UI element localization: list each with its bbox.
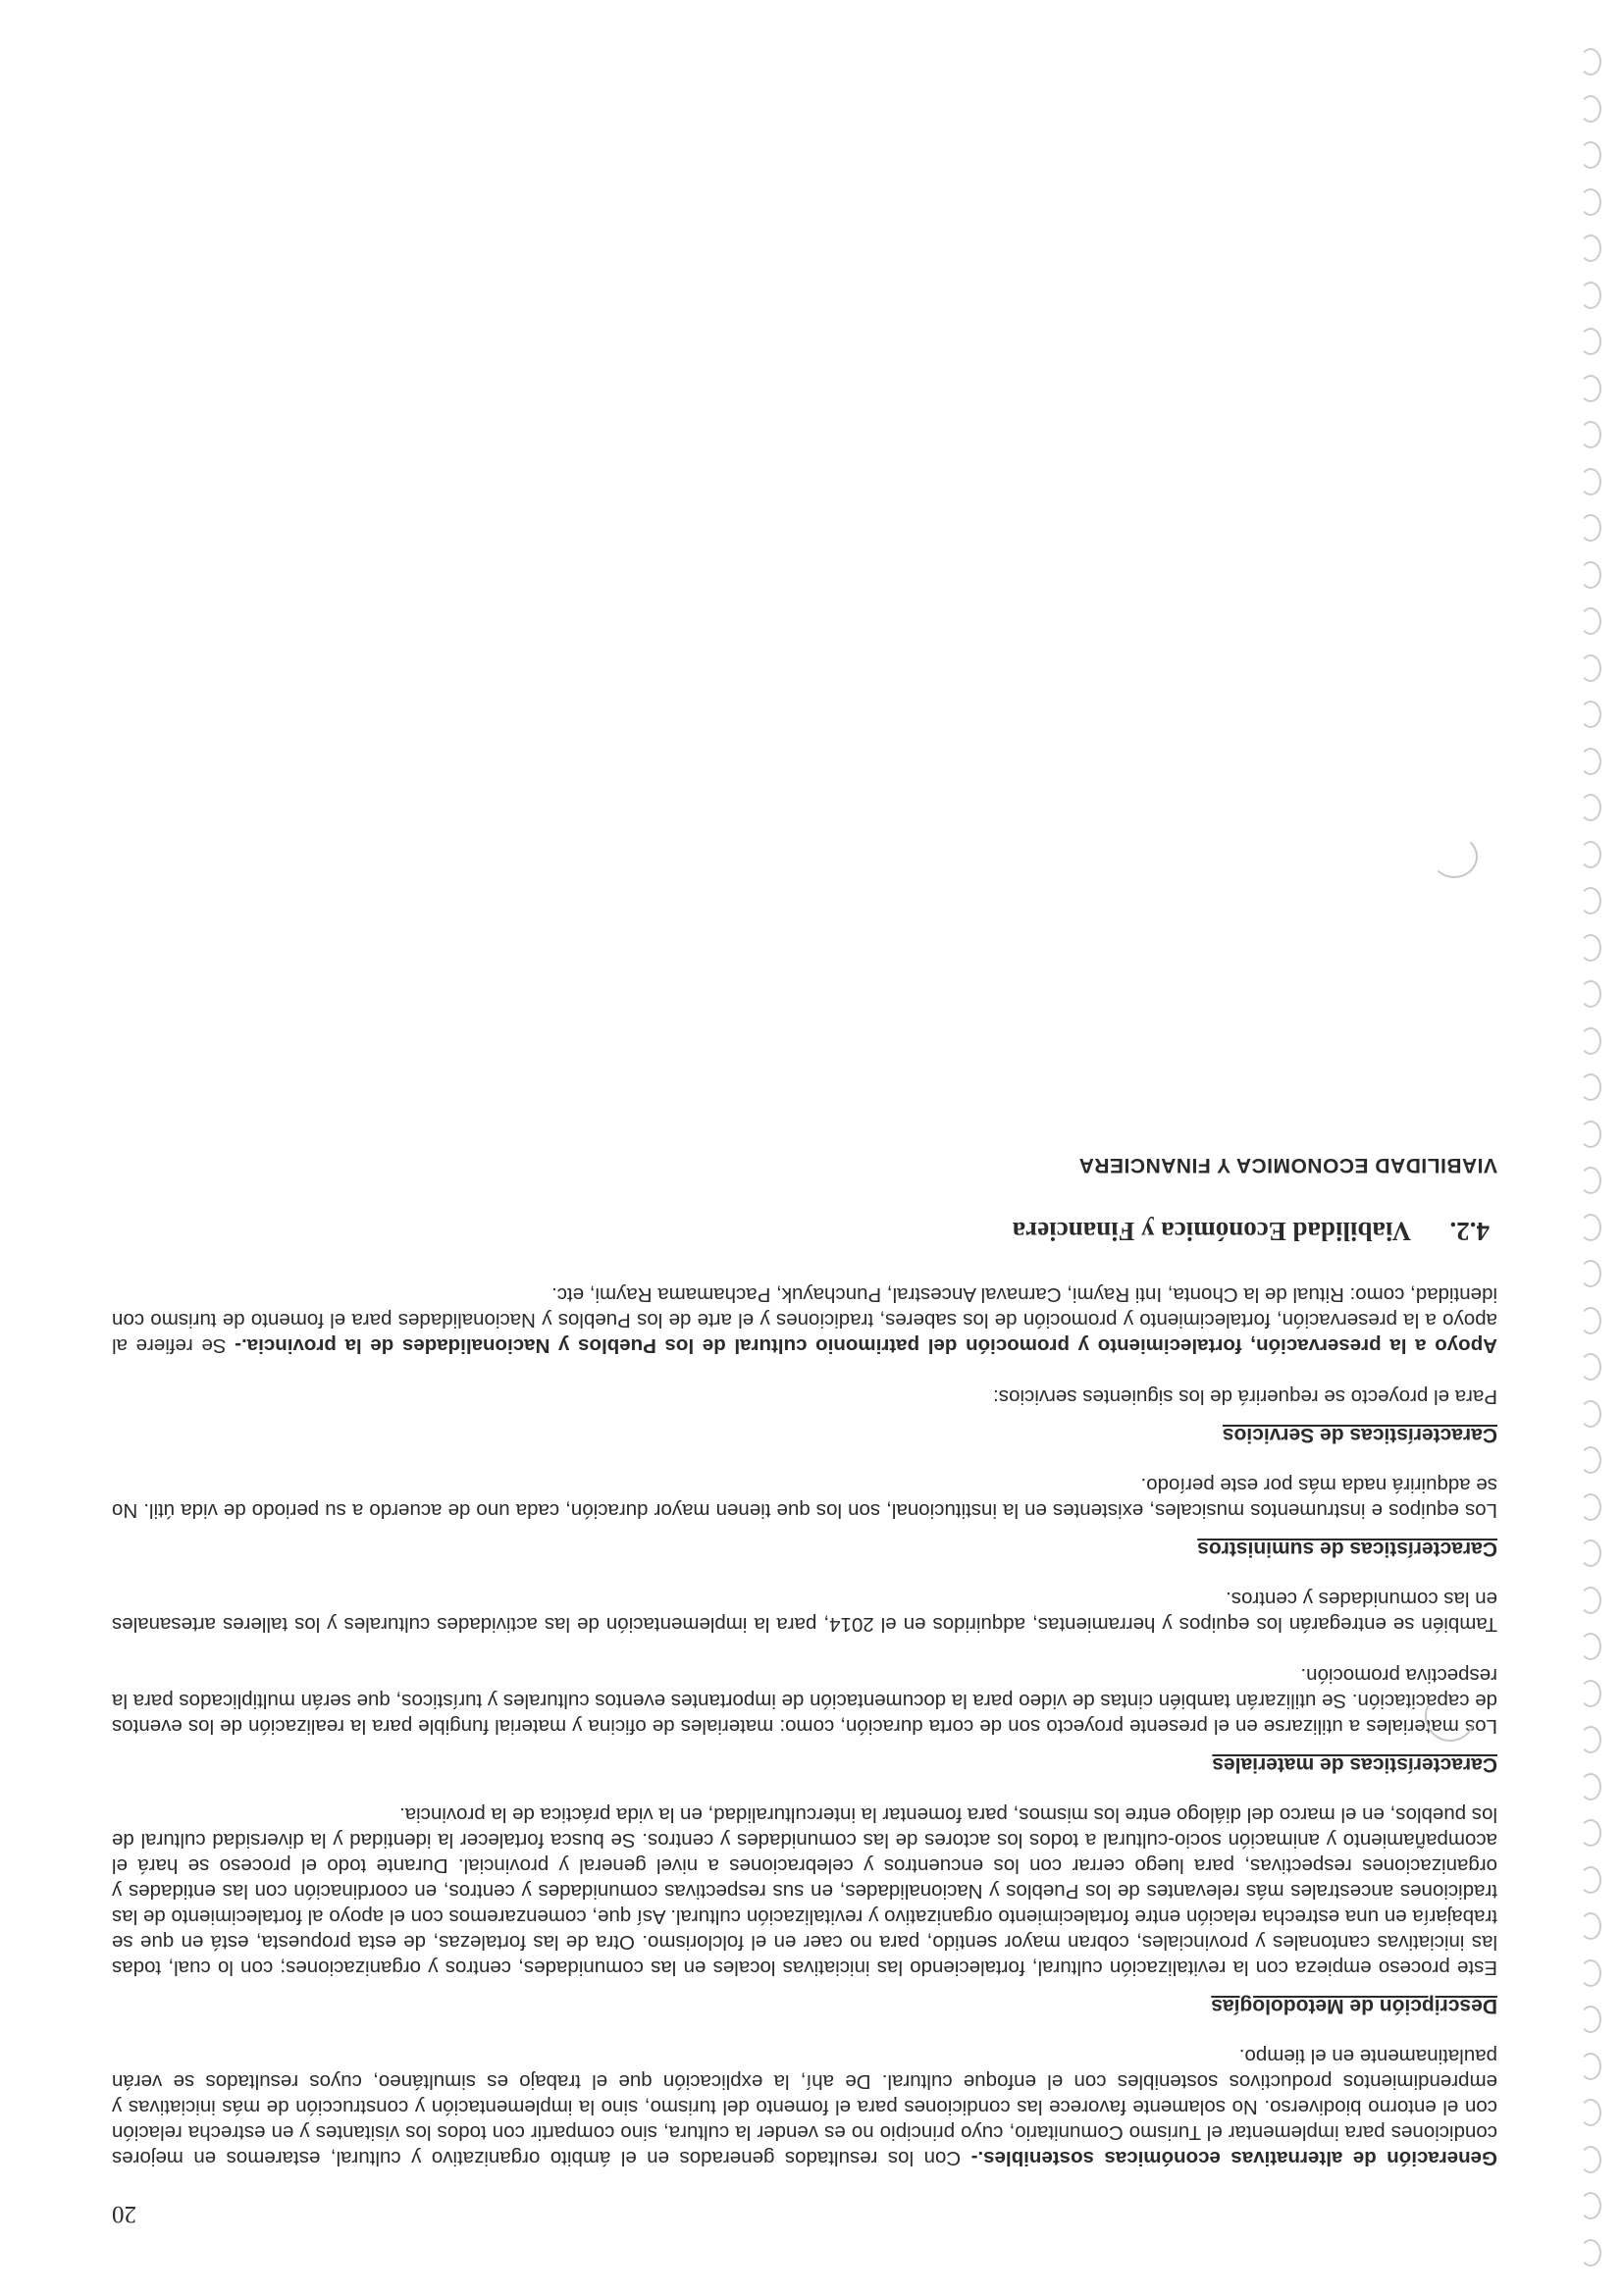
- binding-hole: [1580, 561, 1601, 589]
- binding-hole: [1580, 1400, 1601, 1428]
- binding-hole: [1580, 1447, 1601, 1475]
- paragraph-metodologias: Este proceso empieza con la revitalización cultural, fortaleciendo las iniciativas locales en las comunidades, centros y organizaciones; con lo cual, todas las iniciativas cantonales y provinciales, cobran mayor sentido, para no caer en el folclorismo. Otra de las fortalezas, de esta propuesta, está en que se trabajaría en una estrecha relación entre fortalecimiento organizativo y revitalización cultural. Así que, comenzaremos con el apoyo al fortalecimiento de las tradiciones ancestrales más relevantes de los Pueblos y Nacionalidades, en sus respectivas comunidades y centros, en coordinación con las entidades y organizaciones respectivas, para luego cerrar con los encuentros y celebraciones a nivel general y provincial. Durante todo el proceso se hará el acompañamiento y animación socio-cultural a todos los actores de las comunidades y centros. Se busca fortalecer la identidad y la diversidad cultural de los pueblos, en el marco del diálogo entre los mismos, para fomentar la interculturalidad, en la vida práctica de la provincia.: [112, 1803, 1497, 1979]
- heading-servicios: Características de Servicios: [1222, 1424, 1497, 1446]
- binding-hole: [1580, 1913, 1601, 1941]
- binding-hole: [1580, 282, 1601, 309]
- heading-suministros: Características de suministros: [1197, 1538, 1497, 1560]
- binding-hole: [1580, 235, 1601, 263]
- heading-metodologias: Descripción de Metodologías: [1211, 1995, 1497, 2017]
- binding-hole: [1580, 142, 1601, 170]
- binding-hole: [1580, 1261, 1601, 1288]
- binding-hole: [1580, 2239, 1601, 2267]
- binding-hole: [1580, 188, 1601, 216]
- binding-hole: [1580, 1587, 1601, 1614]
- binding-hole: [1580, 1168, 1601, 1195]
- paragraph-lead: Generación de alternativas económicas sostenibles.-: [970, 2147, 1497, 2169]
- binding-hole: [1580, 1727, 1601, 1754]
- binding-hole: [1580, 1540, 1601, 1568]
- binding-hole: [1580, 515, 1601, 543]
- binding-hole: [1580, 375, 1601, 402]
- binding-hole: [1580, 95, 1601, 123]
- binding-hole: [1580, 2007, 1601, 2034]
- binding-hole: [1580, 2146, 1601, 2173]
- paragraph-servicios: Para el proyecto se requerirá de los siguientes servicios:: [993, 1385, 1497, 1408]
- paragraph-suministros: Los equipos e instrumentos musicales, existentes en la institucional, son los que tienen mayor duración, cada uno de acuerdo a su periodo de vida útil. No se adquirirá nada más por este período.: [112, 1474, 1497, 1522]
- binding-hole: [1580, 888, 1601, 915]
- scan-mark: [1431, 835, 1478, 878]
- page-number: 20: [112, 2201, 136, 2227]
- page-content: [112, 1153, 1497, 2227]
- binding-hole: [1580, 1354, 1601, 1382]
- binding-hole: [1580, 2053, 1601, 2080]
- binding-hole: [1580, 422, 1601, 449]
- binding-hole: [1580, 468, 1601, 496]
- paragraph-apoyo: [112, 1281, 1497, 1358]
- binding-hole: [1580, 841, 1601, 868]
- section-title: [112, 1216, 1497, 1246]
- binding-hole: [1580, 1307, 1601, 1334]
- binding-hole: [1580, 2193, 1601, 2220]
- binding-hole: [1580, 654, 1601, 682]
- binding-hole: [1580, 2100, 1601, 2127]
- binding-hole: [1580, 795, 1601, 822]
- paragraph-materiales-1: Los materiales a utilizarse en el presente proyecto son de corta duración, como: materiales de oficina y material fungible para la realización de los eventos de capacitación. Se utilizarán también cintas de video para la documentación de importantes eventos culturales y turísticos, que serán multiplicados para la respectiva promoción.: [112, 1664, 1497, 1738]
- binding-hole: [1580, 1493, 1601, 1521]
- binding-hole: [1580, 1214, 1601, 1241]
- binding-hole: [1580, 748, 1601, 775]
- paragraph-lead: Apoyo a la preservación, fortalecimiento y promoción del patrimonio cultural de los Pueblos y Nacionalidades de la provincia.-: [235, 1334, 1497, 1357]
- paragraph-materiales-2: También se entregarán los equipos y herramientas, adquiridos en el 2014, para la implementación de las actividades culturales y los talleres artesanales en las comunidades y centros.: [112, 1588, 1497, 1636]
- caps-heading: VIABILIDAD ECONOMICA Y FINANCIERA: [1078, 1154, 1497, 1176]
- binding-hole: [1580, 1074, 1601, 1102]
- binding-hole: [1580, 981, 1601, 1009]
- binding-hole: [1580, 1634, 1601, 1661]
- binding-hole: [1580, 1121, 1601, 1148]
- binding-hole: [1580, 1866, 1601, 1894]
- binding-hole: [1580, 1773, 1601, 1800]
- paragraph-body: Se refiere al apoyo a la preservación, fortalecimiento y promoción de los saberes, tradiciones y el arte de los Pueblos y Nacionalidades para el fomento de turismo con identidad, como: Ritual de la Chonta, Inti Raymi, Carnaval Ancestral, Punchayuk, Pachamama Raymi, etc.: [112, 1283, 1497, 1357]
- binding-hole: [1580, 1820, 1601, 1848]
- section-number: 4.2.: [1449, 1217, 1490, 1246]
- binding-hole: [1580, 49, 1601, 77]
- paragraph-body: Con los resultados generados en el ámbito organizativo y cultural, estaremos en mejores condiciones para implementar el Turismo Comunitario, cuyo principio no es vender la cultura, sino compartir con todos los visitantes y en estrecha relación con el entorno biodiverso. No solamente favorece las condiciones para el fomento del turismo, sino la implementación y construcción de más iniciativas y emprendimientos productivos sostenibles con el enfoque cultural. De ahí, la explicación que el trabajo es simultáneo, cuyos resultados se verán paulatinamente en el tiempo.: [111, 2045, 1497, 2169]
- binding-hole: [1580, 1959, 1601, 1987]
- binding-hole: [1580, 608, 1601, 636]
- binding-hole: [1580, 702, 1601, 729]
- section-title-text: Viabilidad Económica y Financiera: [1012, 1217, 1411, 1246]
- heading-materiales: Características de materiales: [1212, 1753, 1497, 1776]
- paragraph-alternativas: [112, 2043, 1497, 2170]
- spiral-binding: [1554, 0, 1623, 2296]
- binding-hole: [1580, 329, 1601, 356]
- binding-hole: [1580, 1680, 1601, 1707]
- binding-hole: [1580, 1027, 1601, 1055]
- binding-hole: [1580, 934, 1601, 962]
